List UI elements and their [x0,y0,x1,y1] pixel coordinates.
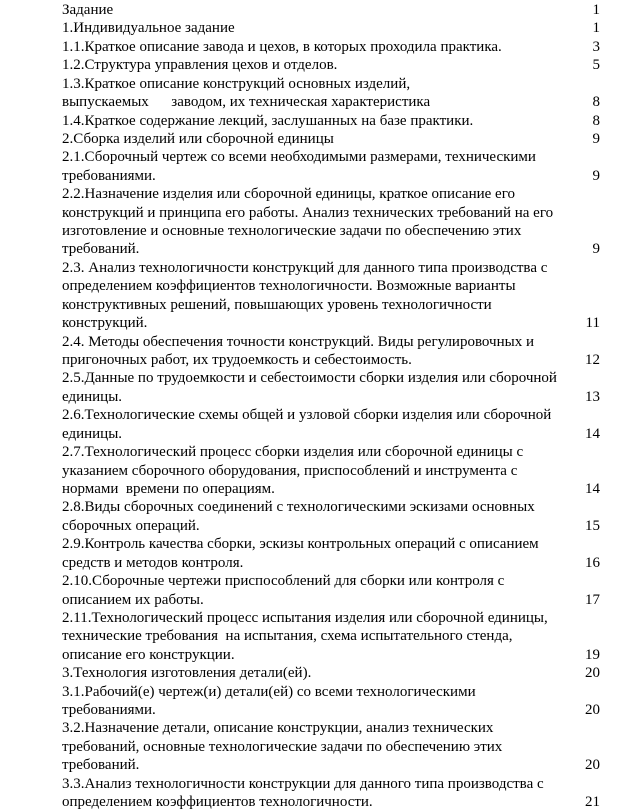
toc-line [62,756,600,774]
toc-entry-text: 2.8.Виды сборочных соединений с технологическими эскизами основных [62,499,535,516]
toc-line [62,554,600,572]
toc-entry-text: Задание [62,2,114,18]
toc-entry-text: изготовление и основные технологические задачи по обеспечению этих [62,223,522,240]
toc-line [62,425,600,443]
toc-line [62,333,600,351]
toc-entry-text: сборочных операций. [62,517,200,534]
toc-line [62,148,600,166]
toc-entry-text: указанием сборочного оборудования, приспособлений и инструмента с [62,462,518,479]
toc-line [62,793,600,811]
table-of-contents [62,1,600,812]
toc-page-number: 8 [592,94,600,111]
toc-page-number: 1 [592,2,600,18]
toc-page-number: 3 [592,38,600,55]
toc-line [62,167,600,185]
toc-line [62,19,600,37]
toc-line [62,75,600,93]
toc-line [62,277,600,295]
toc-entry-text: 2.Сборка изделий или сборочной единицы [62,130,334,147]
toc-page-number: 1 [592,20,600,37]
toc-entry-text: требованиями. [62,702,156,719]
toc-line [62,406,600,424]
toc-line [62,462,600,480]
toc-page-number: 9 [592,130,600,147]
toc-page-number: 20 [585,665,600,682]
toc-entry-text: 1.4.Краткое содержание лекций, заслушанных на базе практики. [62,112,474,129]
toc-line [62,646,600,664]
toc-entry-text: 1.Индивидуальное задание [62,20,235,37]
toc-line [62,683,600,701]
toc-entry-text: 3.3.Анализ технологичности конструкции для данного типа производства с [62,775,544,792]
toc-entry-text: 1.1.Краткое описание завода и цехов, в которых проходила практика. [62,38,502,55]
toc-line [62,56,600,74]
toc-entry-text: 2.2.Назначение изделия или сборочной единицы, краткое описание его [62,186,515,203]
toc-line [62,498,600,516]
toc-line [62,664,600,682]
toc-entry-text: определением коэффициентов технологичности. [62,794,373,811]
toc-entry-text: требований, основные технологические задачи по обеспечению этих [62,738,503,755]
toc-line [62,222,600,240]
toc-page-number: 5 [592,57,600,74]
toc-line [62,591,600,609]
toc-line [62,609,600,627]
toc-page-number: 19 [585,646,600,663]
toc-entry-text: единицы. [62,388,123,405]
toc-page-number: 8 [592,112,600,129]
toc-page-number: 9 [592,241,600,258]
toc-line [62,535,600,553]
toc-line [62,738,600,756]
toc-page-number: 14 [585,480,600,497]
toc-page-number: 20 [585,757,600,774]
toc-line [62,185,600,203]
toc-entry-text: 2.11.Технологический процесс испытания изделия или сборочной единицы, [62,609,548,626]
toc-line [62,314,600,332]
toc-line [62,388,600,406]
toc-line [62,775,600,793]
toc-line [62,112,600,130]
toc-line [62,259,600,277]
toc-line [62,572,600,590]
toc-line [62,369,600,387]
toc-line [62,480,600,498]
toc-entry-text: требованиями. [62,167,156,184]
toc-entry-text: 2.1.Сборочный чертеж со всеми необходимыми размерами, техническими [62,149,536,166]
toc-entry-text: 2.7.Технологический процесс сборки изделия или сборочной единицы с [62,444,524,461]
toc-entry-text: 2.9.Контроль качества сборки, эскизы контрольных операций с описанием [62,536,539,553]
toc-entry-text: единицы. [62,425,123,442]
toc-line [62,701,600,719]
toc-page-number: 12 [585,352,600,369]
toc-entry-text: технические требования на испытания, схема испытательного стенда, [62,628,513,645]
toc-line [62,240,600,258]
toc-entry-text: конструкций. [62,315,148,332]
toc-entry-text: 3.1.Рабочий(е) чертеж(и) детали(ей) со всеми технологическими [62,683,476,700]
toc-entry-text: пригоночных работ, их трудоемкость и себестоимость. [62,352,412,369]
toc-page-number: 11 [585,315,600,332]
toc-entry-text: 2.4. Методы обеспечения точности конструкций. Виды регулировочных и [62,333,534,350]
toc-page-number: 17 [585,591,600,608]
toc-line [62,351,600,369]
toc-entry-text: средств и методов контроля. [62,554,244,571]
toc-entry-text: 1.3.Краткое описание конструкций основных изделий, [62,75,411,92]
toc-line [62,296,600,314]
toc-line [62,38,600,56]
toc-line [62,627,600,645]
toc-entry-text: 2.6.Технологические схемы общей и узловой сборки изделия или сборочной [62,407,552,424]
toc-entry-text: 2.10.Сборочные чертежи приспособлений для сборки или контроля с [62,573,505,590]
toc-page-number: 16 [585,554,600,571]
toc-page-number: 21 [585,794,600,811]
toc-entry-text: 1.2.Структура управления цехов и отделов. [62,57,338,74]
toc-line [62,204,600,222]
toc-entry-text: 2.3. Анализ технологичности конструкций для данного типа производства с [62,259,548,276]
toc-line [62,719,600,737]
toc-entry-text: конструктивных решений, повышающих уровень технологичности [62,296,492,313]
toc-entry-text: требований. [62,241,140,258]
toc-page-number: 15 [585,517,600,534]
toc-line [62,517,600,535]
toc-page-number: 9 [592,167,600,184]
toc-line [62,1,600,19]
toc-entry-text: 2.5.Данные по трудоемкости и себестоимости сборки изделия или сборочной [62,370,557,387]
toc-entry-text: выпускаемых заводом, их техническая характеристика [62,94,431,111]
toc-entry-text: описанием их работы. [62,591,204,608]
toc-entry-text: нормами времени по операциям. [62,480,275,497]
toc-entry-text: конструкций и принципа его работы. Анализ технических требований на его [62,204,554,221]
toc-entry-text: определением коэффициентов технологичности. Возможные варианты [62,278,516,295]
toc-page-number: 20 [585,702,600,719]
toc-entry-text: 3.2.Назначение детали, описание конструкции, анализ технических [62,720,494,737]
toc-entry-text: требований. [62,757,140,774]
toc-line [62,130,600,148]
toc-page-number: 14 [585,425,600,442]
toc-line [62,93,600,111]
toc-page-number: 13 [585,388,600,405]
toc-entry-text: описание его конструкции. [62,646,235,663]
toc-entry-text: 3.Технология изготовления детали(ей). [62,665,312,682]
toc-line [62,443,600,461]
